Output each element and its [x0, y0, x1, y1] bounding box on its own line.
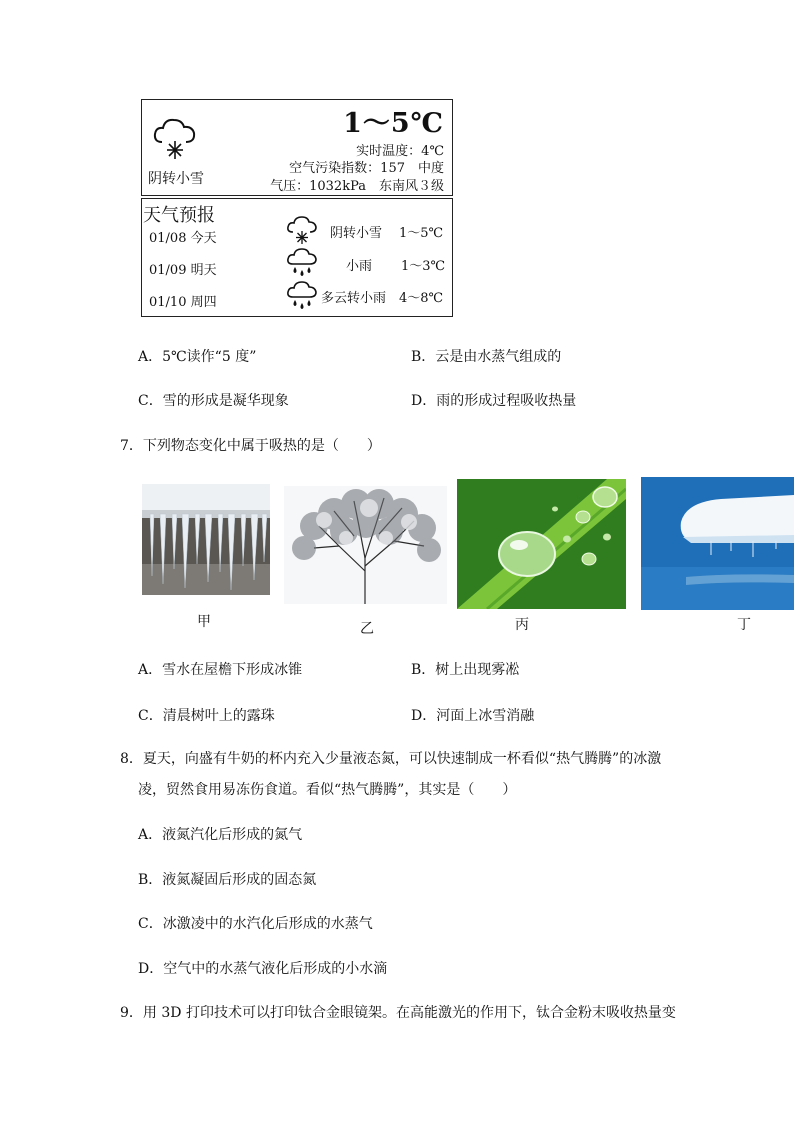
cloud-snow-icon: [152, 114, 198, 162]
q8-option-d: D．空气中的水蒸气液化后形成的小水滴: [138, 961, 388, 977]
q8-option-a: A．液氮汽化后形成的氮气: [138, 827, 303, 843]
q6-option-c: C．雪的形成是凝华现象: [138, 393, 289, 409]
air-quality-index: 空气污染指数：157 中度: [289, 161, 444, 176]
forecast-temp: 1～3℃: [401, 259, 446, 274]
caption-yi: 乙: [360, 621, 374, 637]
q8-option-c: C．冰激凌中的水汽化后形成的水蒸气: [138, 916, 373, 932]
q7-option-c: C．清晨树叶上的露珠: [138, 708, 275, 724]
forecast-condition: 小雨: [346, 259, 373, 274]
q7-option-d: D．河面上冰雪消融: [411, 708, 535, 724]
forecast-temp: 4～8℃: [399, 291, 444, 306]
caption-bing: 丙: [515, 617, 529, 633]
caption-jia: 甲: [197, 614, 211, 630]
forecast-title: 天气预报: [143, 205, 215, 226]
cloud-rain-icon: [286, 279, 318, 313]
current-condition: 阴转小雪: [148, 171, 204, 187]
q7-stem: 7．下列物态变化中属于吸热的是（ ）: [120, 438, 381, 454]
q6-option-a: A．5℃读作“5 度”: [138, 349, 257, 365]
q6-option-d: D．雨的形成过程吸收热量: [411, 393, 577, 409]
weather-forecast-panel: [141, 198, 453, 317]
forecast-condition: 阴转小雪: [330, 226, 383, 241]
q9-stem-line1: 9．用 3D 打印技术可以打印钛合金眼镜架。在高能激光的作用下，钛合金粉末吸收热量变: [120, 1005, 676, 1021]
weather-current-panel: [141, 99, 453, 196]
forecast-date: 01/09 明天: [149, 263, 217, 278]
icicles-photo: [142, 484, 270, 595]
frost-tree-photo: [284, 486, 447, 604]
q7-option-b: B．树上出现雾凇: [411, 662, 520, 678]
q8-stem-line1: 8．夏天，向盛有牛奶的杯内充入少量液态氮，可以快速制成一杯看似“热气腾腾”的冰激: [120, 751, 662, 767]
melting-ice-photo: [641, 477, 794, 610]
cloud-snow-icon: [286, 214, 318, 246]
q8-stem-line2: 凌，贸然食用易冻伤食道。看似“热气腾腾”，其实是（ ）: [138, 782, 517, 798]
current-temp-range: 1～5℃: [343, 108, 444, 139]
dew-leaf-photo: [457, 479, 626, 609]
realtime-temp: 实时温度：4℃: [356, 144, 444, 159]
q6-option-b: B．云是由水蒸气组成的: [411, 349, 562, 365]
pressure-wind: 气压：1032kPa 东南风３级: [270, 179, 444, 194]
forecast-temp: 1～5℃: [399, 226, 444, 241]
forecast-date: 01/08 今天: [149, 231, 217, 246]
forecast-condition: 多云转小雨: [321, 291, 387, 306]
q7-option-a: A．雪水在屋檐下形成冰锥: [138, 662, 303, 678]
cloud-rain-icon: [286, 246, 318, 280]
forecast-date: 01/10 周四: [149, 295, 217, 310]
caption-ding: 丁: [737, 617, 751, 633]
q8-option-b: B．液氮凝固后形成的固态氮: [138, 872, 317, 888]
